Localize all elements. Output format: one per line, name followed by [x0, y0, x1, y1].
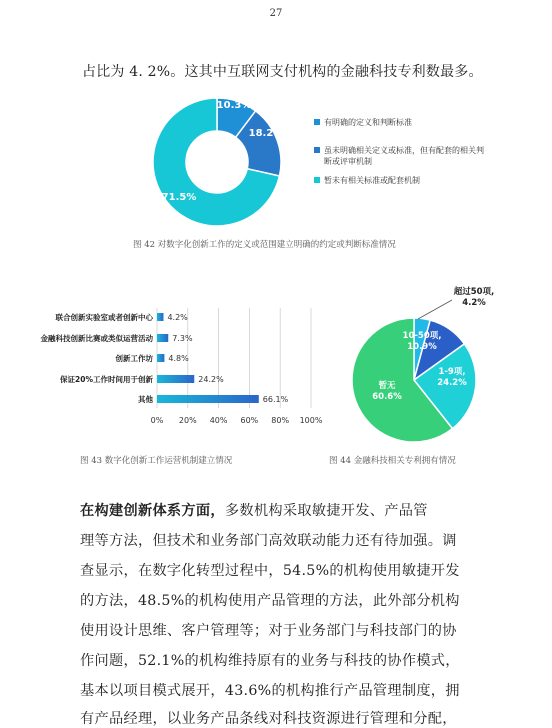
body-line-6: 作问题，52.1%的机构维持原有的业务与科技的协作模式， — [80, 653, 460, 669]
body-line-4: 的方法，48.5%的机构使用产品管理的方法，此外部分机构 — [80, 593, 460, 609]
fig43-category-label-4: 保证20%工作时间用于创新 — [60, 375, 153, 384]
fig43-x-tick-label: 0% — [150, 416, 164, 425]
fig42-data-label-2: 18.2% — [248, 128, 284, 139]
fig42-legend-swatch-3 — [314, 177, 320, 183]
fig42-legend-item-3 — [324, 175, 420, 186]
fig42-data-label-3: 71.5% — [161, 192, 197, 203]
fig44-data-label-4-value: 60.6% — [372, 392, 402, 402]
body-line-2: 理等方法，但技术和业务部门高效联动能力还有待加强。调 — [80, 533, 457, 549]
fig42-legend-swatch-2 — [314, 147, 320, 153]
fig42-donut-chart — [140, 92, 300, 232]
fig42-legend-swatch-1 — [314, 119, 320, 125]
body-line-1-rest: 多数机构采取敏捷开发、产品管 — [224, 503, 428, 519]
fig44-data-label-3-value: 24.2% — [437, 378, 467, 388]
fig43-bar-2 — [157, 334, 168, 342]
fig44-pie-chart — [340, 280, 495, 440]
page-number: 27 — [269, 8, 283, 19]
fig43-category-label-3: 创新工作坊 — [115, 354, 153, 363]
intro-paragraph-line: 占比为 4. 2%。这其中互联网支付机构的金融科技专利数最多。 — [82, 64, 483, 80]
fig43-x-tick-label: 100% — [299, 416, 323, 425]
fig43-bar-chart — [0, 300, 330, 430]
body-line-1-bold: 在构建创新体系方面， — [80, 503, 225, 519]
body-line-1 — [80, 500, 428, 520]
fig44-data-label-1-category: 超过50项, — [453, 287, 495, 297]
body-line-3: 查显示，在数字化转型过程中，54.5%的机构使用敏捷开发 — [80, 563, 460, 579]
fig43-bar-1 — [157, 313, 163, 321]
fig42-legend-label-1: 有明确的定义和判断标准 — [324, 118, 412, 127]
fig42-legend-label-3: 暂未有相关标准或配套机制 — [324, 176, 420, 185]
fig44-data-label-2-category: 10-50项, — [402, 331, 442, 341]
fig43-bar-4 — [157, 375, 194, 383]
body-line-7: 基本以项目模式展开，43.6%的机构推行产品管理制度，拥 — [80, 683, 460, 699]
fig43-value-label-4: 24.2% — [198, 375, 224, 384]
fig42-legend-item-2 — [324, 145, 484, 167]
fig44-data-label-3-category: 1-9项, — [438, 367, 466, 377]
fig42-legend-label-2: 虽未明确相关定义或标准，但有配套的相关判断或评审机制 — [324, 146, 484, 166]
fig43-value-label-1: 4.2% — [167, 313, 188, 322]
fig44-data-label-4-category: 暂无 — [378, 381, 396, 391]
fig42-caption: 图 42 对数字化创新工作的定义或范围建立明确的约定或判断标准情况 — [133, 240, 396, 250]
fig43-caption: 图 43 数字化创新工作运营机制建立情况 — [80, 456, 233, 466]
body-line-8: 有产品经理，以业务产品条线对科技资源进行管理和分配， — [80, 711, 457, 727]
fig43-x-tick-label: 80% — [271, 416, 290, 425]
fig43-x-tick-label: 40% — [209, 416, 228, 425]
fig43-bar-5 — [157, 395, 259, 403]
fig43-x-tick-label: 60% — [240, 416, 259, 425]
body-line-5: 使用设计思维、客户管理等；对于业务部门与科技部门的协 — [80, 623, 457, 639]
fig43-category-label-2: 金融科技创新比赛或类似运营活动 — [40, 334, 153, 343]
fig43-value-label-3: 4.8% — [168, 354, 189, 363]
fig43-category-label-5: 其他 — [138, 395, 153, 404]
fig42-legend-item-1 — [324, 117, 412, 128]
fig43-x-tick-label: 20% — [178, 416, 197, 425]
fig43-category-label-1: 联合创新实验室或者创新中心 — [55, 313, 153, 322]
fig44-data-label-2-value: 10.9% — [407, 342, 437, 352]
fig44-leader-line — [418, 300, 452, 319]
fig44-data-label-1-value: 4.2% — [462, 298, 486, 308]
fig44-caption: 图 44 金融科技相关专利拥有情况 — [329, 456, 456, 466]
fig43-value-label-5: 66.1% — [262, 395, 289, 404]
fig43-value-label-2: 7.3% — [172, 334, 193, 343]
fig43-bar-3 — [157, 354, 164, 362]
fig42-data-label-1: 10.3% — [216, 100, 252, 111]
